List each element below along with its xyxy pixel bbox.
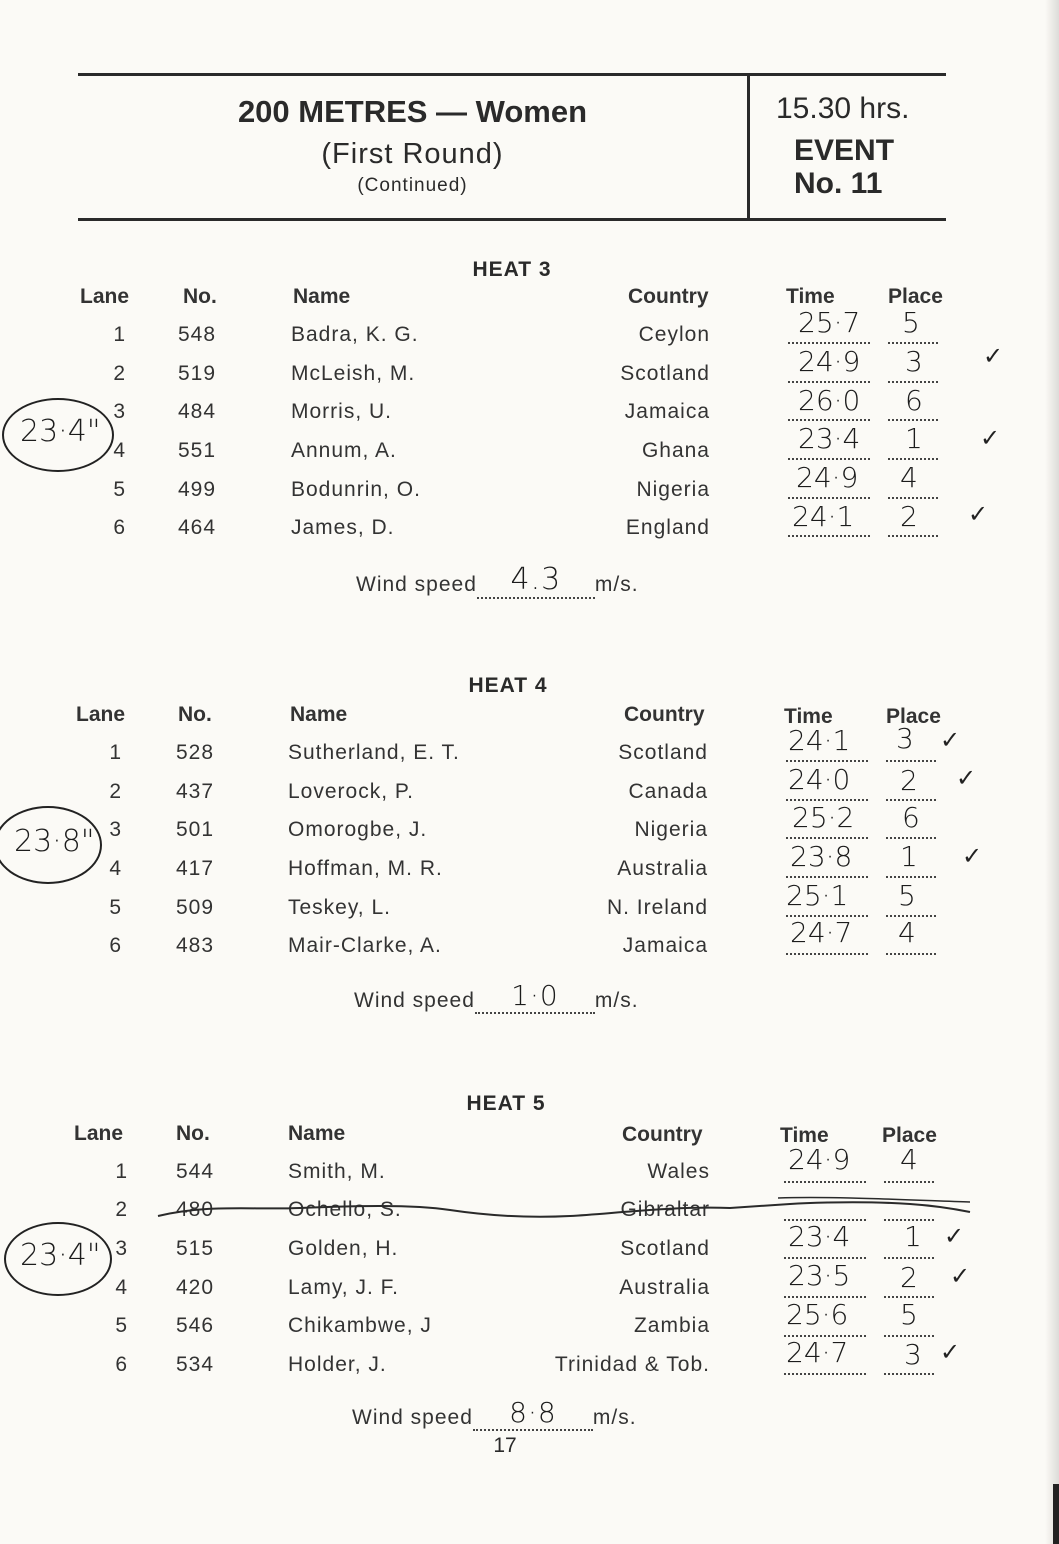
handwritten-time: 23·4	[798, 422, 861, 455]
athlete-name: Smith, M.	[288, 1160, 386, 1183]
handwritten-time: 26·0	[798, 384, 861, 417]
handwritten-place: 6	[902, 801, 920, 834]
lane: 5	[115, 1314, 128, 1337]
athlete-name: Lamy, J. F.	[288, 1276, 399, 1299]
wind-unit: m/s.	[592, 1406, 637, 1429]
circled-best-time-text: 23·4"	[20, 414, 101, 449]
handwritten-place: 1	[900, 840, 918, 873]
handwritten-time: 24·0	[788, 763, 851, 796]
place-dots	[888, 381, 938, 383]
athlete-no: 483	[176, 934, 215, 957]
wind-label: Wind speed	[356, 573, 477, 596]
athlete-name: Bodunrin, O.	[291, 478, 421, 501]
checkmark-icon: ✓	[956, 765, 977, 792]
lane: 2	[113, 362, 126, 385]
athlete-no: 551	[178, 439, 217, 462]
handwritten-place: 5	[898, 879, 916, 912]
athlete-no: 420	[176, 1276, 215, 1299]
checkmark-icon: ✓	[968, 501, 989, 528]
athlete-name: Omorogbe, J.	[288, 818, 428, 841]
col-lane: Lane	[80, 285, 130, 308]
country: Scotland	[618, 741, 708, 764]
lane: 6	[109, 934, 122, 957]
lane: 2	[115, 1198, 128, 1221]
wind-unit: m/s.	[594, 989, 639, 1012]
wind-speed	[356, 564, 639, 601]
athlete-no: 509	[176, 896, 215, 919]
athlete-name: Mair-Clarke, A.	[288, 934, 442, 957]
lane: 4	[115, 1276, 128, 1299]
lane: 4	[113, 439, 126, 462]
athlete-no: 528	[176, 741, 215, 764]
strike-through-line	[150, 1196, 980, 1226]
handwritten-place: 2	[900, 764, 918, 797]
handwritten-time: 23·4	[788, 1220, 851, 1253]
athlete-no: 515	[176, 1237, 215, 1260]
checkmark-icon: ✓	[940, 1339, 961, 1366]
event-time: 15.30 hrs.	[776, 92, 910, 125]
place-dots	[886, 760, 936, 762]
country: Australia	[619, 1276, 710, 1299]
lane: 2	[109, 780, 122, 803]
checkmark-icon: ✓	[944, 1223, 965, 1250]
handwritten-time: 25·1	[786, 879, 849, 912]
page-edge-binding	[1053, 1484, 1059, 1544]
time-dots	[784, 1373, 866, 1375]
place-dots	[888, 497, 938, 499]
time-dots	[788, 497, 870, 499]
handwritten-place: 3	[896, 722, 914, 755]
handwritten-time: 24·9	[788, 1143, 851, 1176]
athlete-no: 417	[176, 857, 215, 880]
athlete-name: Loverock, P.	[288, 780, 415, 803]
athlete-name: Ochello, S.	[288, 1198, 402, 1221]
circled-best-time-text: 23·4"	[20, 1238, 101, 1273]
col-place: Place	[882, 1124, 937, 1147]
time-dots	[788, 535, 870, 537]
athlete-no: 548	[178, 323, 217, 346]
athlete-no: 499	[178, 478, 217, 501]
col-country: Country	[628, 285, 709, 308]
place-dots	[884, 1335, 934, 1337]
handwritten-place: 5	[902, 306, 920, 339]
handwritten-place: 2	[900, 500, 918, 533]
col-lane: Lane	[74, 1122, 124, 1145]
handwritten-place: 4	[900, 461, 918, 494]
handwritten-place: 3	[905, 345, 923, 378]
event-no: No. 11	[794, 167, 883, 200]
handwritten-time: 25·2	[792, 801, 855, 834]
heat-title: HEAT 3	[472, 258, 552, 281]
handwritten-time: 24·7	[790, 916, 853, 949]
athlete-no: 437	[176, 780, 215, 803]
event-round: (First Round)	[321, 138, 504, 170]
place-dots	[884, 1257, 934, 1259]
time-dots	[788, 458, 870, 460]
place-dots	[886, 953, 936, 955]
handwritten-wind: 1·0	[511, 979, 559, 1012]
athlete-name: Annum, A.	[291, 439, 397, 462]
col-time: Time	[784, 705, 833, 728]
lane: 3	[113, 400, 126, 423]
wind-speed	[352, 1398, 637, 1433]
handwritten-time: 24·1	[792, 500, 855, 533]
country: Ghana	[641, 439, 710, 462]
time-dots	[788, 381, 870, 383]
time-dots	[786, 953, 868, 955]
wind-unit: m/s.	[594, 573, 639, 596]
place-dots	[884, 1373, 934, 1375]
checkmark-icon: ✓	[962, 843, 983, 870]
lane: 4	[109, 857, 122, 880]
col-country: Country	[624, 703, 705, 726]
place-dots	[888, 419, 938, 421]
handwritten-wind: 4.3	[510, 562, 562, 597]
athlete-name: James, D.	[291, 516, 395, 539]
athlete-name: Golden, H.	[288, 1237, 399, 1260]
col-name: Name	[293, 285, 351, 308]
wind-label: Wind speed	[352, 1406, 473, 1429]
col-name: Name	[290, 703, 348, 726]
handwritten-place: 2	[900, 1261, 918, 1294]
athlete-name: Teskey, L.	[288, 896, 391, 919]
handwritten-time: 25·6	[786, 1298, 849, 1331]
event-label: EVENT	[794, 134, 895, 167]
col-no: No.	[183, 285, 217, 308]
country: Canada	[628, 780, 708, 803]
event-note: (Continued)	[357, 175, 468, 196]
event-title: 200 METRES — Women	[237, 94, 588, 129]
lane: 1	[115, 1160, 128, 1183]
lane: 6	[115, 1353, 128, 1376]
athlete-no: 534	[176, 1353, 215, 1376]
col-place: Place	[886, 705, 941, 728]
page-number: 17	[493, 1434, 517, 1457]
col-country: Country	[622, 1123, 703, 1146]
athlete-no: 519	[178, 362, 217, 385]
handwritten-time: 23·5	[788, 1259, 851, 1292]
time-dots	[786, 876, 868, 878]
country: Jamaica	[624, 400, 710, 423]
athlete-name: McLeish, M.	[291, 362, 416, 385]
checkmark-icon: ✓	[950, 1263, 971, 1290]
handwritten-place: 4	[898, 916, 916, 949]
checkmark-icon: ✓	[940, 727, 961, 754]
athlete-no: 546	[176, 1314, 215, 1337]
athlete-name: Holder, J.	[288, 1353, 387, 1376]
handwritten-place: 1	[905, 422, 923, 455]
country: Australia	[617, 857, 708, 880]
time-dots	[786, 760, 868, 762]
handwritten-place: 4	[900, 1143, 918, 1176]
athlete-name: Hoffman, M. R.	[288, 857, 443, 880]
country: Zambia	[633, 1314, 710, 1337]
country: Wales	[647, 1160, 710, 1183]
country: Ceylon	[638, 323, 710, 346]
handwritten-place: 1	[904, 1220, 922, 1253]
heat-title: HEAT 5	[466, 1092, 546, 1115]
athlete-name: Morris, U.	[291, 400, 392, 423]
athlete-name: Chikambwe, J	[288, 1314, 432, 1337]
athlete-name: Badra, K. G.	[291, 323, 419, 346]
handwritten-time: 24·9	[796, 461, 859, 494]
lane: 5	[113, 478, 126, 501]
athlete-no: 480	[176, 1198, 215, 1221]
athlete-no: 484	[178, 400, 217, 423]
wind-label: Wind speed	[354, 989, 475, 1012]
lane: 5	[109, 896, 122, 919]
athlete-name: Sutherland, E. T.	[288, 741, 460, 764]
col-place: Place	[888, 285, 943, 308]
athlete-no: 501	[176, 818, 215, 841]
place-dots	[886, 876, 936, 878]
country: Jamaica	[622, 934, 708, 957]
handwritten-place: 3	[904, 1338, 922, 1371]
wind-speed	[354, 981, 639, 1016]
circled-best-time-text: 23·8"	[14, 824, 95, 859]
lane: 1	[113, 323, 126, 346]
country: England	[625, 516, 710, 539]
country: N. Ireland	[606, 896, 708, 919]
col-time: Time	[780, 1124, 829, 1147]
heat-title: HEAT 4	[468, 674, 548, 697]
country: Gibraltar	[620, 1198, 710, 1221]
place-dots	[888, 458, 938, 460]
col-no: No.	[176, 1122, 210, 1145]
handwritten-wind: 8·8	[509, 1396, 557, 1429]
lane: 3	[115, 1237, 128, 1260]
lane: 1	[109, 741, 122, 764]
athlete-no: 544	[176, 1160, 215, 1183]
checkmark-icon: ✓	[983, 343, 1004, 370]
place-dots	[888, 535, 938, 537]
country: Scotland	[620, 1237, 710, 1260]
place-dots	[884, 1181, 934, 1183]
handwritten-time: 23·8	[790, 840, 853, 873]
time-dots	[786, 837, 868, 839]
country: Nigeria	[634, 818, 708, 841]
col-no: No.	[178, 703, 212, 726]
handwritten-time: 24·1	[788, 724, 851, 757]
lane: 6	[113, 516, 126, 539]
country: Scotland	[620, 362, 710, 385]
country: Trinidad & Tob.	[554, 1353, 710, 1376]
col-name: Name	[288, 1122, 346, 1145]
handwritten-time: 24·9	[798, 345, 861, 378]
col-time: Time	[786, 285, 835, 308]
time-dots	[788, 419, 870, 421]
country: Nigeria	[636, 478, 710, 501]
col-lane: Lane	[76, 703, 126, 726]
handwritten-time: 25·7	[798, 306, 861, 339]
handwritten-place: 5	[900, 1298, 918, 1331]
athlete-no: 464	[178, 516, 217, 539]
lane: 3	[109, 818, 122, 841]
checkmark-icon: ✓	[980, 425, 1001, 452]
handwritten-time: 24·7	[786, 1336, 849, 1369]
handwritten-place: 6	[905, 384, 923, 417]
time-dots	[784, 1181, 866, 1183]
place-dots	[886, 837, 936, 839]
